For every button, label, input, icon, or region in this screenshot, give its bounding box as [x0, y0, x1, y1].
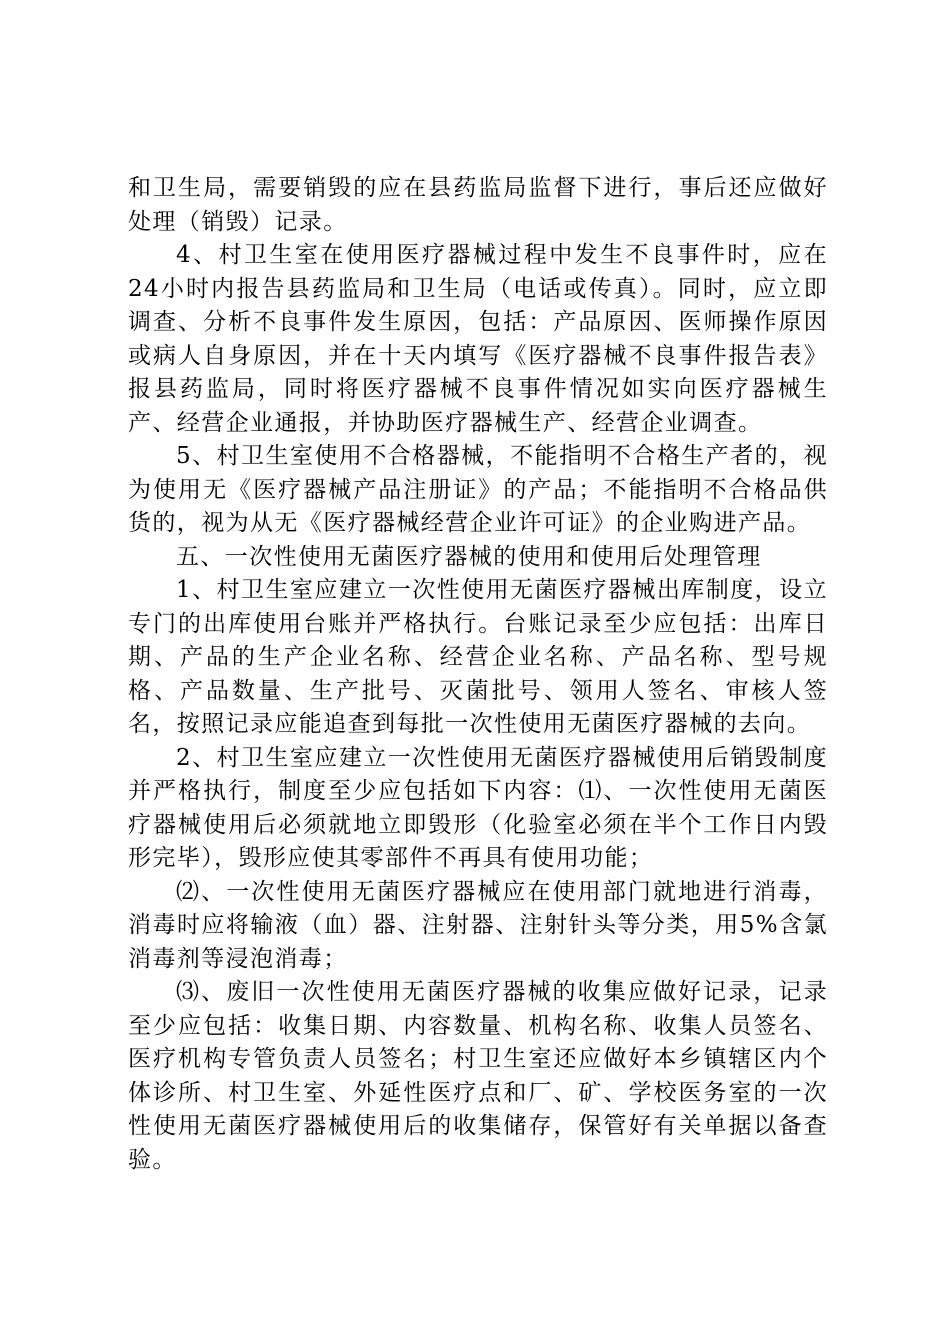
paragraph-section5-item-2: 2、村卫生室应建立一次性使用无菌医疗器械使用后销毁制度并严格执行，制度至少应包括如下内容：⑴、一次性使用无菌医疗器械使用后必须就地立即毁形（化验室必须在半个工作日内毁形完毕），毁形应使其零部件不再具有使用功能；	[128, 744, 828, 871]
paragraph-subitem-2: ⑵、一次性使用无菌医疗器械应在使用部门就地进行消毒，消毒时应将输液（血）器、注射器、注射针头等分类，用5%含氯消毒剂等浸泡消毒；	[128, 878, 828, 972]
paragraph-subitem-3: ⑶、废旧一次性使用无菌医疗器械的收集应做好记录，记录至少应包括：收集日期、内容数量、机构名称、收集人员签名、医疗机构专管负责人员签名；村卫生室还应做好本乡镇辖区内个体诊所、村卫生室、外延性医疗点和厂、矿、学校医务室的一次性使用无菌医疗器械使用后的收集储存，保管好有关单据以备查验。	[128, 979, 828, 1173]
section-heading-5: 五、一次性使用无菌医疗器械的使用和使用后处理管理	[176, 543, 762, 570]
paragraph-section5-item-1: 1、村卫生室应建立一次性使用无菌医疗器械出库制度，设立专门的出库使用台账并严格执行。台账记录至少应包括：出库日期、产品的生产企业名称、经营企业名称、产品名称、型号规格、产品数量、生产批号、灭菌批号、领用人签名、审核人签名，按照记录应能追查到每批一次性使用无菌医疗器械的去向。	[128, 577, 828, 737]
document-body	[128, 172, 828, 1177]
paragraph-item-4: 4、村卫生室在使用医疗器械过程中发生不良事件时，应在24小时内报告县药监局和卫生局（电话或传真）。同时，应立即调查、分析不良事件发生原因，包括：产品原因、医师操作原因或病人自身原因，并在十天内填写《医疗器械不良事件报告表》报县药监局，同时将医疗器械不良事件情况如实向医疗器械生产、经营企业通报，并协助医疗器械生产、经营企业调查。	[128, 242, 828, 436]
paragraph-continuation: 和卫生局，需要销毁的应在县药监局监督下进行，事后还应做好处理（销毁）记录。	[128, 175, 828, 235]
paragraph-item-5: 5、村卫生室使用不合格器械，不能指明不合格生产者的，视为使用无《医疗器械产品注册证》的产品；不能指明不合格品供货的，视为从无《医疗器械经营企业许可证》的企业购进产品。	[128, 443, 828, 536]
